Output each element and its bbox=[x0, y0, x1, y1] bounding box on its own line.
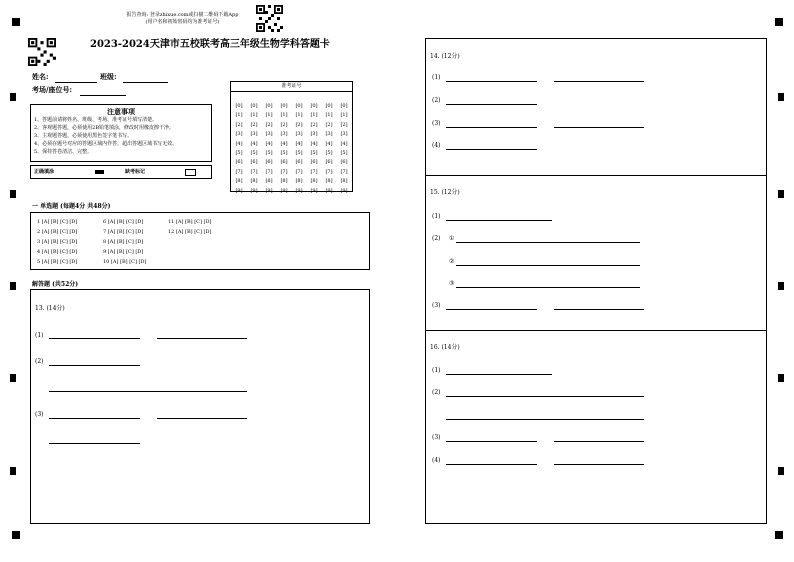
q13-part3-line-a[interactable] bbox=[49, 418, 140, 419]
exam-id-digit[interactable]: [2] bbox=[280, 121, 288, 128]
q16-box bbox=[425, 330, 767, 524]
exam-id-digit[interactable]: [7] bbox=[325, 168, 333, 175]
exam-id-digit[interactable]: [6] bbox=[325, 159, 333, 166]
q14-part1-label: (1) bbox=[432, 74, 441, 81]
notice-item-3: 3、主观题答题，必须使用黑色签字笔书写。 bbox=[34, 133, 133, 139]
exam-id-column-8[interactable] bbox=[339, 102, 349, 196]
notice-item-1: 1、答题前请将姓名、班级、考场、准考证号填写清楚。 bbox=[34, 117, 158, 123]
notice-item-2: 2、客观题答题，必须使用2B铅笔填涂，修改时用橡皮擦干净。 bbox=[34, 125, 175, 131]
exam-id-digit[interactable]: [0] bbox=[235, 103, 243, 109]
exam-id-digit[interactable]: [3] bbox=[295, 131, 303, 138]
q16-part4-line-a[interactable] bbox=[446, 464, 537, 465]
q14-part3-line-a[interactable] bbox=[446, 127, 537, 128]
mc-q7[interactable]: 7 [A] [B] [C] [D] bbox=[103, 229, 144, 235]
q15-part3-line-b[interactable] bbox=[554, 309, 644, 310]
edge-mark-right-4 bbox=[778, 374, 784, 382]
exam-id-digit[interactable]: [5] bbox=[325, 149, 333, 156]
exam-id-column-4[interactable] bbox=[279, 102, 289, 196]
corner-mark-top-left bbox=[12, 18, 20, 26]
q14-part2-label: (2) bbox=[432, 97, 441, 104]
q14-part4-line[interactable] bbox=[446, 149, 537, 150]
edge-mark-right-2 bbox=[778, 190, 784, 198]
report-note-line2: (用户名和初始密码均为准考证号) bbox=[145, 19, 220, 25]
answer-section-title: 解答题 (共52分) bbox=[32, 281, 79, 288]
exam-id-digit[interactable]: [5] bbox=[310, 149, 318, 156]
exam-id-digit[interactable]: [2] bbox=[295, 121, 303, 128]
q13-part2-label: (2) bbox=[35, 358, 44, 365]
edge-mark-left-4 bbox=[10, 374, 16, 382]
exam-id-digit[interactable]: [4] bbox=[310, 140, 318, 147]
q15-circle3: ③ bbox=[449, 280, 455, 287]
exam-id-digit[interactable]: [3] bbox=[310, 131, 318, 138]
mc-q9[interactable]: 9 [A] [B] [C] [D] bbox=[103, 249, 144, 255]
exam-id-digit[interactable]: [7] bbox=[340, 168, 348, 175]
q15-part2-line-3[interactable] bbox=[456, 287, 640, 288]
q14-part4-label: (4) bbox=[432, 142, 441, 149]
notice-title: 注意事项 bbox=[107, 107, 135, 116]
exam-id-digit[interactable]: [9] bbox=[340, 187, 348, 194]
name-label: 姓名: bbox=[32, 72, 49, 81]
exam-id-digit[interactable]: [7] bbox=[310, 168, 318, 175]
exam-id-column-5[interactable] bbox=[294, 102, 304, 196]
edge-mark-left-3 bbox=[10, 282, 16, 290]
q15-box bbox=[425, 175, 767, 331]
corner-mark-top-right bbox=[775, 18, 783, 26]
mc-q12[interactable]: 12 [A] [B] [C] [D] bbox=[168, 229, 212, 235]
exam-id-digit[interactable]: [8] bbox=[280, 178, 288, 185]
exam-id-digit[interactable]: [2] bbox=[310, 121, 318, 128]
exam-id-digit[interactable]: [1] bbox=[280, 112, 288, 119]
q16-part1-label: (1) bbox=[432, 367, 441, 374]
exam-id-digit[interactable]: [4] bbox=[250, 140, 258, 147]
mc-q3[interactable]: 3 [A] [B] [C] [D] bbox=[37, 239, 78, 245]
exam-id-digit[interactable]: [5] bbox=[250, 149, 258, 156]
exam-id-column-2[interactable] bbox=[249, 102, 259, 196]
exam-id-digit[interactable]: [9] bbox=[325, 187, 333, 194]
q13-part1-label: (1) bbox=[35, 332, 44, 339]
notice-box bbox=[30, 104, 212, 162]
exam-id-box bbox=[230, 81, 353, 192]
q16-part1-line[interactable] bbox=[446, 374, 552, 375]
exam-id-digit[interactable]: [1] bbox=[310, 112, 318, 119]
mc-q2[interactable]: 2 [A] [B] [C] [D] bbox=[37, 229, 78, 235]
q16-part3-label: (3) bbox=[432, 434, 441, 441]
edge-mark-left-2 bbox=[10, 190, 16, 198]
exam-id-column-1[interactable] bbox=[234, 102, 244, 196]
q15-part1-line[interactable] bbox=[446, 220, 552, 221]
exam-id-digit[interactable]: [3] bbox=[325, 131, 333, 138]
q14-part1-line-a[interactable] bbox=[446, 81, 537, 82]
q15-part3-line-a[interactable] bbox=[446, 309, 537, 310]
exam-id-digit[interactable]: [0] bbox=[340, 103, 348, 109]
exam-id-column-3[interactable] bbox=[264, 102, 274, 196]
edge-mark-right-5 bbox=[778, 467, 784, 475]
q13-part1-line-b[interactable] bbox=[157, 338, 247, 339]
exam-id-digit[interactable]: [7] bbox=[295, 168, 303, 175]
mc-q11[interactable]: 11 [A] [B] [C] [D] bbox=[168, 219, 212, 225]
notice-item-4: 4、必须在题号对应的答题区域内作答，超出答题区域书写无效。 bbox=[34, 141, 178, 147]
exam-id-digit[interactable]: [4] bbox=[295, 140, 303, 147]
q15-title: 15. (12分) bbox=[430, 189, 460, 196]
exam-id-digit[interactable]: [9] bbox=[265, 187, 273, 194]
exam-id-digit[interactable]: [0] bbox=[250, 103, 258, 109]
class-field[interactable] bbox=[123, 82, 168, 83]
room-seat-field[interactable] bbox=[80, 95, 126, 96]
q14-title: 14. (12分) bbox=[430, 53, 460, 60]
q16-part4-label: (4) bbox=[432, 457, 441, 464]
exam-id-digit[interactable]: [3] bbox=[340, 131, 348, 138]
mc-answer-box bbox=[30, 212, 370, 270]
exam-id-column-6[interactable] bbox=[309, 102, 319, 196]
q14-part2-line[interactable] bbox=[446, 104, 537, 105]
mc-q4[interactable]: 4 [A] [B] [C] [D] bbox=[37, 249, 78, 255]
exam-id-digit[interactable]: [8] bbox=[235, 178, 243, 185]
q13-part3-label: (3) bbox=[35, 411, 44, 418]
exam-id-digit[interactable]: [6] bbox=[250, 159, 258, 166]
page-title: 2023-2024天津市五校联考高三年级生物学科答题卡 bbox=[90, 39, 330, 50]
exam-id-digit[interactable]: [6] bbox=[280, 159, 288, 166]
exam-id-digit[interactable]: [7] bbox=[250, 168, 258, 175]
exam-id-digit[interactable]: [7] bbox=[235, 168, 243, 175]
exam-id-digit[interactable]: [9] bbox=[280, 187, 288, 194]
q16-title: 16. (14分) bbox=[430, 344, 460, 351]
exam-id-digit[interactable]: [4] bbox=[265, 140, 273, 147]
exam-id-digit[interactable]: [1] bbox=[325, 112, 333, 119]
exam-id-digit[interactable]: [6] bbox=[340, 159, 348, 166]
exam-id-digit[interactable]: [8] bbox=[265, 178, 273, 185]
exam-id-digit[interactable]: [5] bbox=[295, 149, 303, 156]
exam-id-digit[interactable]: [6] bbox=[310, 159, 318, 166]
exam-id-digit[interactable]: [8] bbox=[250, 178, 258, 185]
exam-id-digit[interactable]: [6] bbox=[295, 159, 303, 166]
edge-mark-left-5 bbox=[10, 467, 16, 475]
exam-id-digit[interactable]: [0] bbox=[295, 103, 303, 109]
room-seat-label: 考场/座位号: bbox=[32, 85, 73, 94]
exam-id-digit[interactable]: [1] bbox=[265, 112, 273, 119]
q15-part2-line-2[interactable] bbox=[456, 265, 640, 266]
exam-id-digit[interactable]: [4] bbox=[325, 140, 333, 147]
mc-section-title: 一 单选题 (每题4分 共48分) bbox=[32, 203, 111, 210]
q16-part2-line-a[interactable] bbox=[446, 396, 644, 397]
corner-mark-bottom-right bbox=[775, 531, 783, 539]
exam-id-digit[interactable]: [1] bbox=[250, 112, 258, 119]
q14-box bbox=[425, 38, 767, 176]
fill-legend-box bbox=[30, 165, 212, 179]
q14-part3-line-b[interactable] bbox=[554, 127, 644, 128]
exam-id-digit[interactable]: [1] bbox=[235, 112, 243, 119]
exam-id-digit[interactable]: [4] bbox=[280, 140, 288, 147]
exam-id-digit[interactable]: [1] bbox=[340, 112, 348, 119]
q16-part3-line-b[interactable] bbox=[554, 441, 644, 442]
q15-part2-label: (2) bbox=[432, 235, 441, 242]
exam-id-digit[interactable]: [2] bbox=[340, 121, 348, 128]
exam-id-digit[interactable]: [2] bbox=[235, 121, 243, 128]
mc-q10[interactable]: 10 [A] [B] [C] [D] bbox=[103, 259, 147, 265]
corner-mark-bottom-left bbox=[12, 531, 20, 539]
exam-id-digit[interactable]: [7] bbox=[265, 168, 273, 175]
filled-bubble-sample bbox=[95, 170, 104, 174]
exam-id-digit[interactable]: [2] bbox=[265, 121, 273, 128]
exam-id-digit[interactable]: [8] bbox=[325, 178, 333, 185]
name-field[interactable] bbox=[55, 82, 97, 83]
exam-id-digit[interactable]: [1] bbox=[295, 112, 303, 119]
edge-mark-left-1 bbox=[10, 93, 16, 101]
exam-id-digit[interactable]: [4] bbox=[340, 140, 348, 147]
fill-correct-label: 正确填涂 bbox=[34, 169, 55, 175]
mc-q5[interactable]: 5 [A] [B] [C] [D] bbox=[37, 259, 78, 265]
absent-mark-checkbox[interactable] bbox=[185, 169, 196, 176]
q13-part2-line-b[interactable] bbox=[49, 391, 247, 392]
edge-mark-right-1 bbox=[778, 93, 784, 101]
q16-part4-line-b[interactable] bbox=[554, 464, 644, 465]
exam-id-digit[interactable]: [5] bbox=[235, 149, 243, 156]
exam-id-digit[interactable]: [6] bbox=[265, 159, 273, 166]
q16-part3-line-a[interactable] bbox=[446, 441, 537, 442]
class-label: 班级: bbox=[100, 72, 117, 81]
q13-part3-line-b[interactable] bbox=[157, 418, 247, 419]
q15-part1-label: (1) bbox=[432, 213, 441, 220]
exam-id-digit[interactable]: [9] bbox=[235, 187, 243, 194]
exam-id-digit[interactable]: [2] bbox=[325, 121, 333, 128]
q15-circle1: ① bbox=[449, 235, 455, 242]
q14-part1-line-b[interactable] bbox=[554, 81, 644, 82]
q13-part3-line-c[interactable] bbox=[49, 443, 140, 444]
q15-part2-line-1[interactable] bbox=[456, 242, 640, 243]
exam-id-digit[interactable]: [0] bbox=[310, 103, 318, 109]
exam-id-digit[interactable]: [9] bbox=[250, 187, 258, 194]
exam-id-column-7[interactable] bbox=[324, 102, 334, 196]
exam-id-digit[interactable]: [3] bbox=[235, 131, 243, 138]
exam-id-digit[interactable]: [4] bbox=[235, 140, 243, 147]
mc-q1[interactable]: 1 [A] [B] [C] [D] bbox=[37, 219, 78, 225]
notice-item-5: 5、保持答卷清洁、完整。 bbox=[34, 149, 93, 155]
exam-id-digit[interactable]: [0] bbox=[325, 103, 333, 109]
exam-id-digit[interactable]: [5] bbox=[340, 149, 348, 156]
qr-code-icon bbox=[256, 5, 283, 32]
q14-part3-label: (3) bbox=[432, 120, 441, 127]
mc-q8[interactable]: 8 [A] [B] [C] [D] bbox=[103, 239, 144, 245]
student-qr-icon bbox=[28, 38, 56, 66]
exam-id-digit[interactable]: [8] bbox=[295, 178, 303, 185]
exam-id-digit[interactable]: [3] bbox=[250, 131, 258, 138]
q13-part2-line-a[interactable] bbox=[49, 365, 140, 366]
exam-id-digit[interactable]: [8] bbox=[340, 178, 348, 185]
q16-part2-label: (2) bbox=[432, 389, 441, 396]
exam-id-digit[interactable]: [2] bbox=[250, 121, 258, 128]
exam-id-digit[interactable]: [3] bbox=[280, 131, 288, 138]
exam-id-digit[interactable]: [6] bbox=[235, 159, 243, 166]
report-note-line1: 报告查询: 登录zhixue.com或扫描二维码下载App bbox=[126, 12, 239, 18]
mc-q6[interactable]: 6 [A] [B] [C] [D] bbox=[103, 219, 144, 225]
edge-mark-right-3 bbox=[778, 282, 784, 290]
exam-id-digit[interactable]: [0] bbox=[280, 103, 288, 109]
q13-box bbox=[30, 289, 370, 524]
q13-title: 13. (14分) bbox=[35, 305, 65, 312]
exam-id-digit[interactable]: [0] bbox=[265, 103, 273, 109]
q13-part1-line-a[interactable] bbox=[49, 338, 140, 339]
exam-id-digit[interactable]: [8] bbox=[310, 178, 318, 185]
absent-mark-label: 缺考标记 bbox=[125, 169, 146, 175]
exam-id-digit[interactable]: [5] bbox=[280, 149, 288, 156]
exam-id-digit[interactable]: [9] bbox=[295, 187, 303, 194]
exam-id-digit[interactable]: [5] bbox=[265, 149, 273, 156]
q16-part2-line-b[interactable] bbox=[446, 419, 644, 420]
q15-circle2: ② bbox=[449, 258, 455, 265]
exam-id-digit[interactable]: [7] bbox=[280, 168, 288, 175]
q15-part3-label: (3) bbox=[432, 302, 441, 309]
exam-id-digit[interactable]: [9] bbox=[310, 187, 318, 194]
exam-id-digit[interactable]: [3] bbox=[265, 131, 273, 138]
exam-id-title: 准考证号 bbox=[231, 83, 352, 92]
